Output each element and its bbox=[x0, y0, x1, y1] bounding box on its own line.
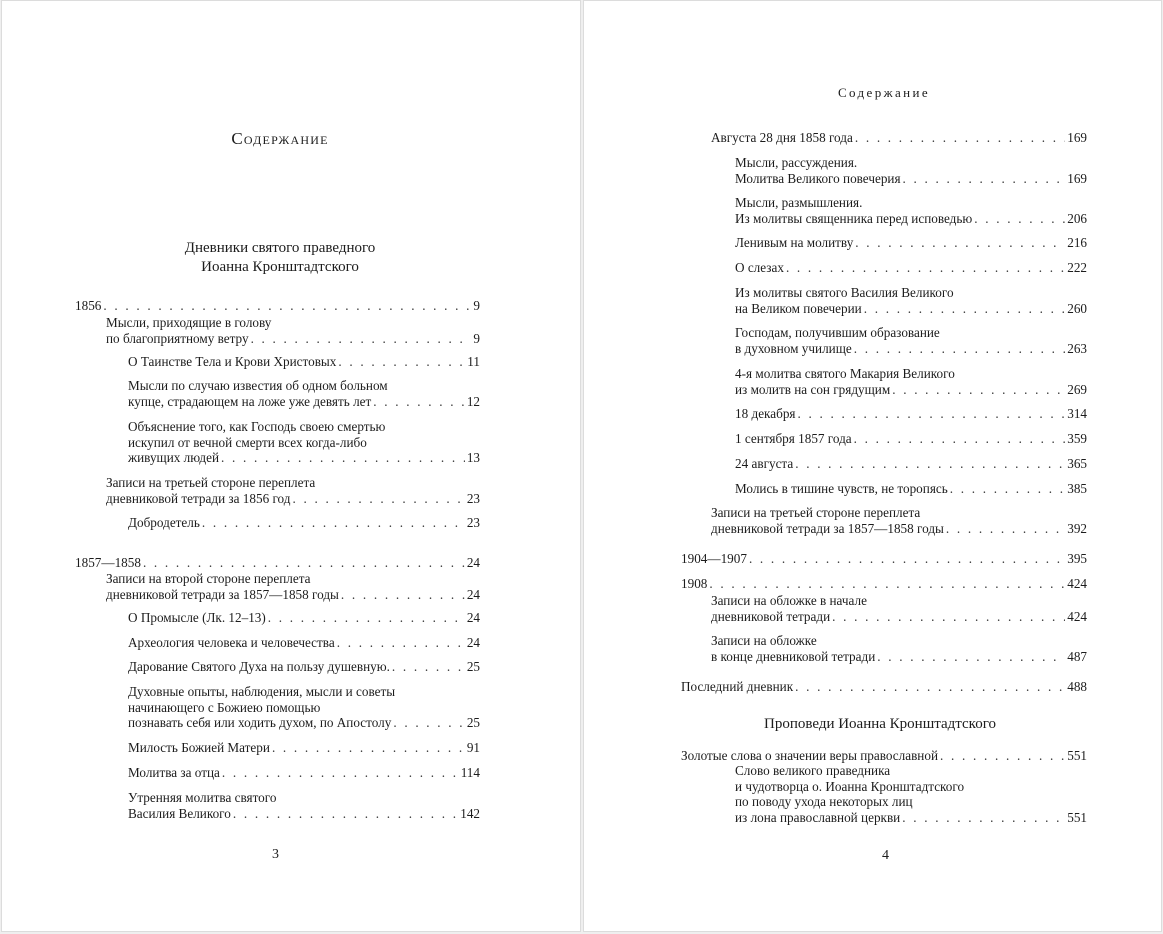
toc-entry bbox=[128, 635, 480, 651]
toc-page-number: 9 bbox=[473, 330, 480, 346]
toc-entry-line: Записи на третьей стороне переплета bbox=[711, 505, 921, 520]
toc-entry-title: Из молитвы священника перед исповедью bbox=[735, 210, 973, 226]
toc-page-number: 206 bbox=[1067, 210, 1087, 226]
toc-page-number: 488 bbox=[1067, 679, 1087, 694]
toc-entry-line: искупил от вечной смерти всех когда-либо bbox=[128, 434, 367, 450]
toc-entry-title: Василия Великого bbox=[128, 805, 231, 821]
toc-entry-line bbox=[106, 587, 480, 603]
toc-page-number: 24 bbox=[466, 610, 480, 625]
toc-entry-title: Молитва Великого повечерия bbox=[735, 170, 901, 186]
dot-leader bbox=[373, 394, 465, 410]
dot-leader bbox=[268, 610, 465, 626]
toc-page-number: 487 bbox=[1067, 648, 1087, 664]
dot-leader bbox=[221, 450, 465, 466]
toc-entry-title: Молись в тишине чувств, не торопясь bbox=[735, 481, 948, 496]
toc-page-number: 424 bbox=[1067, 608, 1087, 624]
toc-entry-title: Дарование Святого Духа на пользу душевную. bbox=[128, 659, 390, 674]
toc-entry-line bbox=[128, 740, 480, 756]
toc-page-number: 11 bbox=[467, 354, 480, 369]
running-head: Содержание bbox=[837, 85, 931, 100]
toc-entry bbox=[128, 378, 480, 409]
toc-entry-line: Утренняя молитва святого bbox=[128, 790, 277, 805]
dot-leader bbox=[392, 659, 465, 675]
toc-entry-title: О Промысле (Лк. 12–13) bbox=[128, 610, 266, 625]
section-title-line: Дневники святого праведного bbox=[184, 240, 376, 256]
toc-entry-title: купце, страдающем на ложе уже девять лет bbox=[128, 393, 372, 409]
toc-entry-line bbox=[711, 609, 1087, 625]
toc-page-number: 269 bbox=[1067, 381, 1087, 397]
dot-leader bbox=[292, 491, 464, 507]
toc-entry-title: из лона православной церкви bbox=[735, 809, 901, 825]
toc-entry bbox=[128, 684, 480, 731]
toc-entry-title: Последний дневник bbox=[681, 679, 794, 694]
toc-page-number: 24 bbox=[466, 635, 480, 650]
toc-entry-line bbox=[128, 659, 480, 675]
dot-leader bbox=[974, 211, 1065, 227]
toc-entry-title: 18 декабря bbox=[735, 406, 796, 421]
page-number: 3 bbox=[272, 847, 279, 862]
toc-page-number: 23 bbox=[466, 515, 480, 530]
page-title: Содержание bbox=[231, 129, 329, 148]
toc-entry-line bbox=[735, 431, 1087, 447]
toc-page-number: 9 bbox=[473, 298, 480, 313]
toc-page-number: 314 bbox=[1067, 406, 1087, 421]
toc-entry-line bbox=[735, 211, 1087, 227]
toc-page-number: 12 bbox=[466, 393, 480, 409]
toc-entry-title: дневниковой тетради bbox=[711, 608, 831, 624]
dot-leader bbox=[795, 679, 1065, 695]
toc-page-number: 260 bbox=[1067, 300, 1087, 316]
dot-leader bbox=[877, 649, 1065, 665]
dot-leader bbox=[946, 521, 1065, 537]
toc-entry-title: Золотые слова о значении веры православной bbox=[681, 748, 939, 763]
dot-leader bbox=[855, 235, 1065, 251]
toc-entry-title: Добродетель bbox=[128, 515, 200, 530]
dot-leader bbox=[341, 587, 465, 603]
toc-entry-line bbox=[128, 765, 480, 781]
right-page bbox=[583, 0, 1162, 932]
toc-entry bbox=[735, 195, 1087, 226]
dot-leader bbox=[338, 354, 465, 370]
toc-page-number: 25 bbox=[466, 659, 480, 674]
toc-entry-line bbox=[128, 515, 480, 531]
toc-entry-title: 24 августа bbox=[735, 456, 794, 471]
toc-entry-line: Мысли по случаю известия об одном больном bbox=[128, 378, 388, 393]
dot-leader bbox=[222, 765, 459, 781]
toc-entry-line: Записи на третьей стороне переплета bbox=[106, 475, 316, 490]
toc-page-number: 13 bbox=[466, 450, 480, 466]
toc-entry bbox=[106, 571, 480, 602]
toc-page-number: 23 bbox=[466, 490, 480, 506]
toc-entry bbox=[711, 505, 1087, 536]
toc-entry bbox=[711, 593, 1087, 624]
dot-leader bbox=[902, 810, 1065, 826]
toc-entry-line bbox=[735, 260, 1087, 276]
toc-entry bbox=[711, 130, 1087, 146]
toc-entry-line bbox=[128, 354, 480, 370]
toc-entry-title: 1856 bbox=[75, 298, 102, 313]
toc-page-number: 216 bbox=[1067, 235, 1087, 250]
dot-leader bbox=[202, 515, 465, 531]
toc-page-number: 24 bbox=[466, 586, 480, 602]
toc-page-number: 365 bbox=[1067, 456, 1087, 471]
toc-entry-line: Из молитвы святого Василия Великого bbox=[735, 285, 954, 300]
toc-entry bbox=[681, 576, 1087, 592]
toc-entry-line bbox=[128, 806, 480, 822]
toc-entry-title: по благоприятному ветру bbox=[106, 330, 249, 346]
toc-entry-title: 1908 bbox=[681, 576, 708, 591]
toc-entry bbox=[735, 763, 1087, 825]
toc-entry-line bbox=[711, 649, 1087, 665]
toc-entry-line bbox=[128, 450, 480, 466]
toc-entry-title: 1 сентября 1857 года bbox=[735, 431, 852, 446]
dot-leader bbox=[795, 456, 1065, 472]
toc-entry-line bbox=[735, 456, 1087, 472]
dot-leader bbox=[864, 301, 1065, 317]
toc-entry-line: по поводу ухода некоторых лиц bbox=[735, 794, 913, 810]
toc-entry-line: Записи на обложке bbox=[711, 633, 817, 648]
dot-leader bbox=[892, 382, 1065, 398]
toc-entry-title: О слезах bbox=[735, 260, 784, 275]
toc-entry bbox=[75, 298, 480, 314]
toc-entry-line bbox=[735, 810, 1087, 826]
toc-page-number: 91 bbox=[466, 740, 480, 755]
toc-page-number: 169 bbox=[1067, 170, 1087, 186]
toc-entry-line: Записи на обложке в начале bbox=[711, 593, 867, 608]
toc-entry bbox=[128, 765, 480, 781]
toc-entry-line bbox=[735, 301, 1087, 317]
section-title: Проповеди Иоанна Кронштадтского bbox=[764, 716, 996, 732]
toc-entry-title: в духовном училище bbox=[735, 340, 852, 356]
toc-entry-line: Слово великого праведника bbox=[735, 763, 891, 778]
toc-entry bbox=[106, 315, 480, 346]
toc-page-number: 25 bbox=[466, 715, 480, 731]
left-page bbox=[1, 0, 581, 932]
toc-entry-line bbox=[681, 748, 1087, 764]
toc-entry bbox=[735, 285, 1087, 316]
dot-leader bbox=[903, 171, 1066, 187]
toc-entry-line bbox=[75, 298, 480, 314]
toc-entry-line bbox=[681, 576, 1087, 592]
dot-leader bbox=[709, 576, 1065, 592]
toc-entry bbox=[735, 235, 1087, 251]
toc-entry-line: Господам, получившим образование bbox=[735, 325, 940, 340]
toc-entry bbox=[128, 659, 480, 675]
toc-entry bbox=[681, 551, 1087, 567]
toc-entry-line bbox=[711, 521, 1087, 537]
toc-entry-line bbox=[128, 635, 480, 651]
toc-entry-line bbox=[128, 715, 480, 731]
toc-entry-title: Августа 28 дня 1858 года bbox=[711, 130, 853, 145]
toc-entry-line bbox=[735, 481, 1087, 497]
toc-entry-line bbox=[735, 171, 1087, 187]
toc-entry-title: О Таинстве Тела и Крови Христовых bbox=[128, 354, 337, 369]
dot-leader bbox=[749, 551, 1065, 567]
toc-entry-line: Объяснение того, как Господь своею смертью bbox=[128, 419, 386, 434]
toc-entry bbox=[735, 481, 1087, 497]
toc-page-number: 263 bbox=[1067, 340, 1087, 356]
toc-entry-title: 1904—1907 bbox=[681, 551, 747, 566]
toc-entry-title: Ленивым на молитву bbox=[735, 235, 854, 250]
toc-entry bbox=[735, 366, 1087, 397]
toc-page-number: 551 bbox=[1067, 748, 1087, 763]
toc-entry-line bbox=[128, 394, 480, 410]
toc-entry bbox=[75, 555, 480, 571]
toc-entry bbox=[735, 325, 1087, 356]
toc-entry bbox=[128, 610, 480, 626]
toc-entry bbox=[711, 633, 1087, 664]
toc-entry-title: 1857—1858 bbox=[75, 555, 141, 570]
toc-entry-line bbox=[75, 555, 480, 571]
toc-entry-line: Мысли, приходящие в голову bbox=[106, 315, 272, 330]
toc-entry bbox=[128, 790, 480, 821]
toc-entry-title: в конце дневниковой тетради bbox=[711, 648, 876, 664]
toc-entry-line: Духовные опыты, наблюдения, мысли и советы bbox=[128, 684, 396, 699]
dot-leader bbox=[950, 481, 1065, 497]
toc-page-number: 551 bbox=[1067, 809, 1087, 825]
toc-entry bbox=[128, 419, 480, 466]
toc-entry-title: познавать себя или ходить духом, по Апостолу bbox=[128, 715, 392, 731]
toc-page-number: 385 bbox=[1067, 481, 1087, 496]
toc-page-number: 142 bbox=[460, 805, 480, 821]
toc-entry bbox=[106, 475, 480, 506]
dot-leader bbox=[143, 555, 465, 571]
toc-entry-line bbox=[735, 406, 1087, 422]
toc-entry-line bbox=[106, 491, 480, 507]
dot-leader bbox=[337, 635, 465, 651]
dot-leader bbox=[855, 130, 1065, 146]
toc-entry-line: Записи на второй стороне переплета bbox=[106, 571, 311, 586]
dot-leader bbox=[272, 740, 465, 756]
dot-leader bbox=[854, 431, 1066, 447]
toc-entry bbox=[735, 456, 1087, 472]
toc-entry-line bbox=[711, 130, 1087, 146]
toc-entry-title: дневниковой тетради за 1857—1858 годы bbox=[106, 586, 339, 602]
toc-page-number: 222 bbox=[1067, 260, 1087, 275]
dot-leader bbox=[251, 331, 472, 347]
dot-leader bbox=[103, 298, 471, 314]
section-title bbox=[2, 239, 558, 277]
dot-leader bbox=[940, 748, 1065, 764]
toc-entry bbox=[128, 515, 480, 531]
toc-entry-line bbox=[735, 382, 1087, 398]
page-number: 4 bbox=[882, 848, 889, 863]
dot-leader bbox=[786, 260, 1065, 276]
dot-leader bbox=[393, 715, 464, 731]
dot-leader bbox=[854, 341, 1066, 357]
toc-entry-line: 4-я молитва святого Макария Великого bbox=[735, 366, 955, 381]
toc-entry-title: Археология человека и человечества bbox=[128, 635, 335, 650]
toc-entry-title: Молитва за отца bbox=[128, 765, 220, 780]
toc-entry bbox=[735, 406, 1087, 422]
section-title-line: Иоанна Кронштадтского bbox=[201, 259, 359, 275]
toc-entry bbox=[128, 740, 480, 756]
dot-leader bbox=[233, 806, 458, 822]
toc-entry bbox=[128, 354, 480, 370]
toc-entry-title: на Великом повечерии bbox=[735, 300, 862, 316]
toc-entry-title: дневниковой тетради за 1857—1858 годы bbox=[711, 520, 944, 536]
toc-page-number: 24 bbox=[466, 555, 480, 570]
toc-entry-line bbox=[735, 235, 1087, 251]
toc-entry-line bbox=[128, 610, 480, 626]
toc-entry-title: Милость Божией Матери bbox=[128, 740, 270, 755]
toc-page-number: 169 bbox=[1067, 130, 1087, 145]
toc-entry-line bbox=[106, 331, 480, 347]
toc-entry bbox=[681, 748, 1087, 764]
toc-entry-line: начинающего с Божиею помощью bbox=[128, 699, 321, 715]
toc-entry-title: дневниковой тетради за 1856 год bbox=[106, 490, 291, 506]
toc-entry-line: и чудотворца о. Иоанна Кронштадтского bbox=[735, 778, 965, 794]
toc-page-number: 114 bbox=[460, 765, 480, 780]
dot-leader bbox=[832, 609, 1065, 625]
toc-entry-title: из молитв на сон грядущим bbox=[735, 381, 891, 397]
dot-leader bbox=[797, 406, 1065, 422]
toc-page-number: 424 bbox=[1067, 576, 1087, 591]
toc-entry-title: живущих людей bbox=[128, 450, 220, 466]
toc-entry-line: Мысли, размышления. bbox=[735, 195, 863, 210]
toc-entry-line bbox=[681, 679, 1087, 695]
toc-page-number: 395 bbox=[1067, 551, 1087, 566]
toc-page-number: 359 bbox=[1067, 431, 1087, 446]
toc-entry-line bbox=[681, 551, 1087, 567]
toc-entry-line: Мысли, рассуждения. bbox=[735, 155, 858, 170]
toc-entry bbox=[735, 260, 1087, 276]
toc-entry bbox=[735, 155, 1087, 186]
toc-entry bbox=[735, 431, 1087, 447]
toc-page-number: 392 bbox=[1067, 520, 1087, 536]
toc-entry bbox=[681, 679, 1087, 695]
toc-entry-line bbox=[735, 341, 1087, 357]
